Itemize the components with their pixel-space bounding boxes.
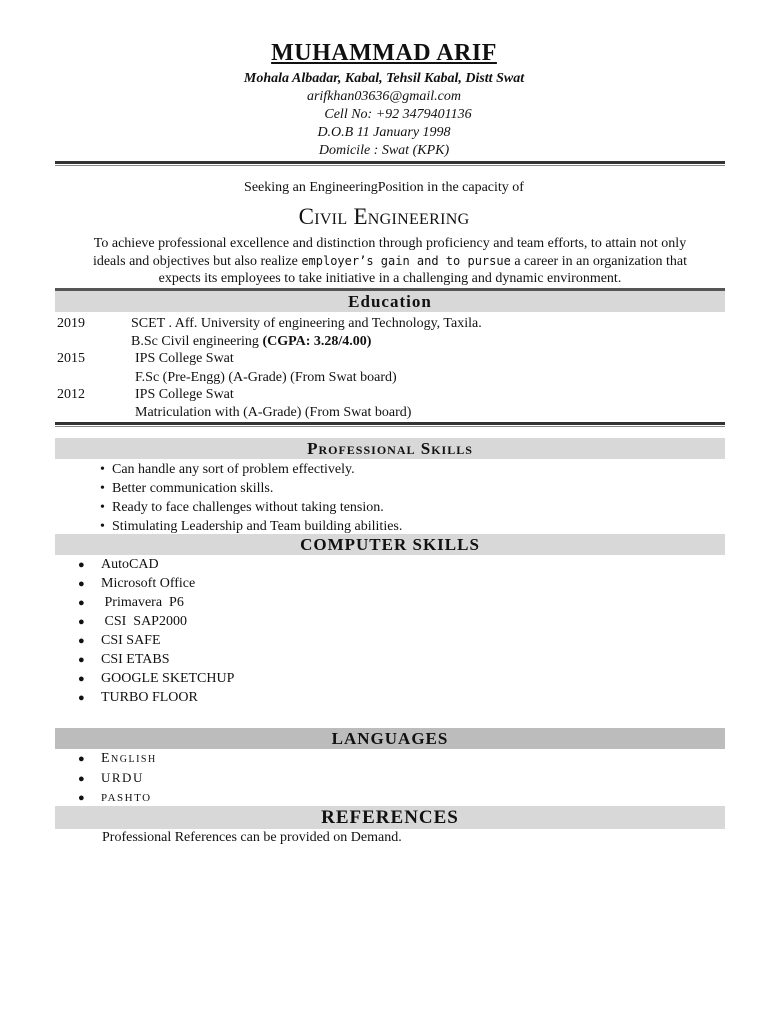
list-item	[78, 770, 144, 787]
date-of-birth: D.O.B 11 January 1998	[317, 125, 451, 140]
list-item	[78, 595, 184, 611]
list-item-text: Better communication skills.	[112, 481, 274, 496]
list-item-text: GOOGLE SKETCHUP	[101, 671, 235, 686]
bullet-icon: ●	[78, 559, 85, 571]
seeking-line: Seeking an EngineeringPosition in the capacity of	[244, 180, 524, 195]
bullet-icon: •	[100, 500, 105, 515]
edu-institute-2012: IPS College Swat	[135, 387, 234, 402]
list-item-text: Stimulating Leadership and Team building abilities.	[112, 519, 403, 534]
list-item	[78, 633, 161, 649]
edu-year-2012: 2012	[57, 387, 85, 402]
edu-degree-2015: F.Sc (Pre-Engg) (A-Grade) (From Swat board)	[135, 370, 397, 385]
bullet-icon: ●	[78, 578, 85, 590]
references-heading: REFERENCES	[55, 806, 725, 829]
bullet-icon: ●	[78, 635, 85, 647]
professional-skills-list	[100, 460, 402, 536]
bullet-icon: •	[100, 519, 105, 534]
edu-institute-2015: IPS College Swat	[135, 351, 234, 366]
domicile: Domicile : Swat (KPK)	[318, 143, 450, 158]
bullet-icon: •	[100, 481, 105, 496]
list-item	[78, 690, 198, 706]
edu-year-2015: 2015	[57, 351, 85, 366]
bullet-icon: ●	[78, 792, 85, 804]
computer-skills-heading: COMPUTER SKILLS	[55, 534, 725, 555]
list-item	[100, 479, 402, 498]
candidate-name: MUHAMMAD ARIF	[271, 40, 497, 66]
cell-number: Cell No: +92 3479401136	[324, 107, 472, 122]
professional-skills-heading: Professional Skills	[55, 438, 725, 459]
edu-year-2019: 2019	[57, 316, 85, 331]
bullet-icon: •	[100, 462, 105, 477]
education-heading: Education	[55, 288, 725, 312]
bullet-icon: ●	[78, 673, 85, 685]
target-position: Civil Engineering	[298, 204, 470, 229]
objective-line-2	[75, 253, 705, 271]
edu-degree-text: B.Sc Civil engineering	[131, 334, 263, 349]
list-item	[78, 557, 159, 573]
objective-statement	[75, 235, 705, 288]
list-item-text: Can handle any sort of problem effectively.	[112, 462, 355, 477]
edu-cgpa: (CGPA: 3.28/4.00)	[262, 334, 372, 349]
objective-line-1: To achieve professional excellence and distinction through proficiency and team efforts, to attain not only	[93, 236, 687, 251]
list-item-text: AutoCAD	[101, 557, 159, 572]
objective-line-2c: a career in an organization that	[510, 253, 688, 269]
list-item-text: Primavera P6	[101, 595, 184, 610]
edu-degree-2019	[131, 334, 371, 350]
list-item-text: CSI SAP2000	[101, 614, 187, 629]
objective-line-2a: ideals and objectives but also realize	[92, 253, 302, 269]
list-item	[100, 498, 402, 517]
edu-degree-2012: Matriculation with (A-Grade) (From Swat board)	[135, 405, 412, 420]
email: arifkhan03636@gmail.com	[306, 89, 462, 104]
list-item	[78, 576, 195, 592]
objective-line-3: expects its employees to take initiative in a challenging and dynamic environment.	[158, 271, 622, 286]
header-divider	[55, 161, 725, 166]
list-item-text: CSI SAFE	[101, 633, 161, 648]
list-item-text: English	[101, 751, 157, 766]
list-item-text: TURBO FLOOR	[101, 690, 198, 705]
list-item	[78, 790, 152, 806]
list-item-text: Ready to face challenges without taking tension.	[112, 500, 384, 515]
list-item-text: CSI ETABS	[101, 652, 170, 667]
list-item	[100, 460, 402, 479]
bullet-icon: ●	[78, 654, 85, 666]
bullet-icon: ●	[78, 616, 85, 628]
list-item	[78, 652, 170, 668]
list-item-text: Microsoft Office	[101, 576, 196, 591]
bullet-icon: ●	[78, 597, 85, 609]
list-item	[78, 614, 187, 630]
bullet-icon: ●	[78, 692, 85, 704]
edu-institute-2019: SCET . Aff. University of engineering and Technology, Taxila.	[131, 316, 482, 331]
contact-block	[0, 70, 768, 160]
education-divider	[55, 422, 725, 427]
bullet-icon: ●	[78, 773, 85, 785]
list-item-text: URDU	[101, 770, 144, 785]
list-item-text: PASHTO	[101, 792, 152, 804]
address: Mohala Albadar, Kabal, Tehsil Kabal, Distt Swat	[243, 71, 525, 86]
objective-line-2b: employer’s gain and to pursue	[301, 253, 511, 268]
bullet-icon: ●	[78, 753, 85, 765]
list-item	[78, 671, 234, 687]
list-item	[78, 751, 157, 767]
references-text: Professional References can be provided on Demand.	[102, 830, 402, 845]
languages-heading: LANGUAGES	[55, 728, 725, 749]
